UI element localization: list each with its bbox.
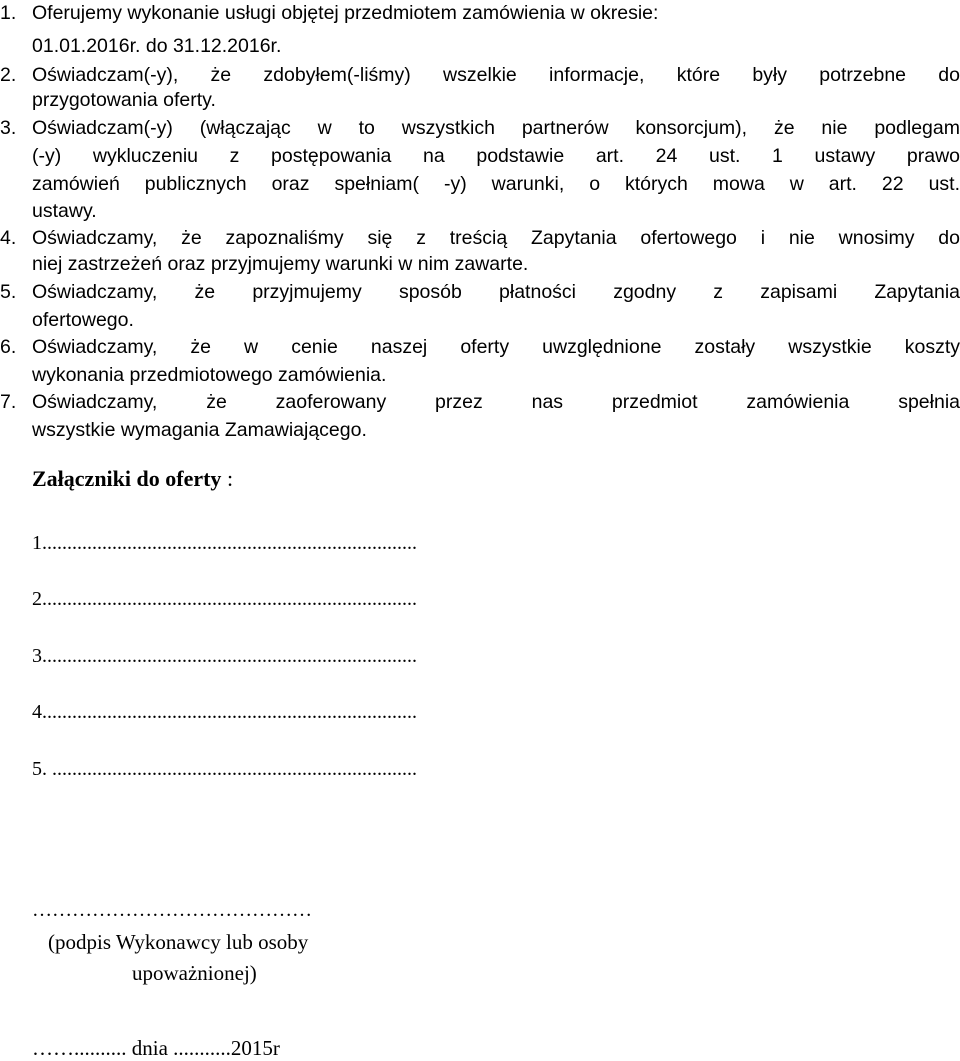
- statement-line: przygotowania oferty.: [32, 89, 216, 111]
- statement-line: Oświadczamy, że zapoznaliśmy się z treścią Zapytania ofertowego i nie wnosimy do: [32, 227, 960, 249]
- statement-line: 01.01.2016r. do 31.12.2016r.: [32, 35, 282, 57]
- date-line: …….......... dnia ...........2015r: [32, 1036, 280, 1060]
- statement-line: zamówień publicznych oraz spełniam( -y) warunki, o których mowa w art. 22 ust.: [32, 173, 960, 195]
- attachment-item: 5. .........................................................................: [32, 758, 417, 780]
- attachment-item: 3...........................................................................: [32, 645, 417, 667]
- attachments-heading-text: Załączniki do oferty: [32, 466, 222, 491]
- statement-number: 7.: [0, 391, 17, 413]
- attachment-item: 4...........................................................................: [32, 701, 417, 723]
- statement-number: 6.: [0, 336, 17, 358]
- attachments-heading: [32, 466, 233, 492]
- statement-line: ofertowego.: [32, 309, 134, 331]
- statement-line: Oświadczamy, że przyjmujemy sposób płatności zgodny z zapisami Zapytania: [32, 281, 960, 303]
- signature-label: upoważnionej): [132, 961, 257, 985]
- statement-line: wykonania przedmiotowego zamówienia.: [32, 364, 387, 386]
- statement-line: Oświadczam(-y) (włączając w to wszystkich partnerów konsorcjum), że nie podlegam: [32, 117, 960, 139]
- statement-number: 4.: [0, 227, 17, 249]
- statement-number: 3.: [0, 117, 17, 139]
- statement-line: (-y) wykluczeniu z postępowania na podstawie art. 24 ust. 1 ustawy prawo: [32, 145, 960, 167]
- statement-line: Oświadczamy, że zaoferowany przez nas przedmiot zamówienia spełnia: [32, 391, 960, 413]
- statement-line: ustawy.: [32, 200, 97, 222]
- attachments-heading-colon: :: [226, 466, 234, 491]
- statement-line: Oświadczam(-y), że zdobyłem(-liśmy) wszelkie informacje, które były potrzebne do: [32, 64, 960, 86]
- signature-line: ……………………………………: [32, 899, 312, 921]
- statement-number: 2.: [0, 64, 17, 86]
- signature-label: (podpis Wykonawcy lub osoby: [48, 930, 309, 954]
- attachment-item: 2...........................................................................: [32, 588, 417, 610]
- statement-line: Oferujemy wykonanie usługi objętej przedmiotem zamówienia w okresie:: [32, 2, 659, 24]
- statement-line: Oświadczamy, że w cenie naszej oferty uwzględnione zostały wszystkie koszty: [32, 336, 960, 358]
- statement-line: wszystkie wymagania Zamawiającego.: [32, 419, 367, 441]
- statement-line: niej zastrzeżeń oraz przyjmujemy warunki w nim zawarte.: [32, 253, 529, 275]
- attachment-item: 1...........................................................................: [32, 532, 417, 554]
- statement-number: 5.: [0, 281, 17, 303]
- statement-number: 1.: [0, 2, 17, 24]
